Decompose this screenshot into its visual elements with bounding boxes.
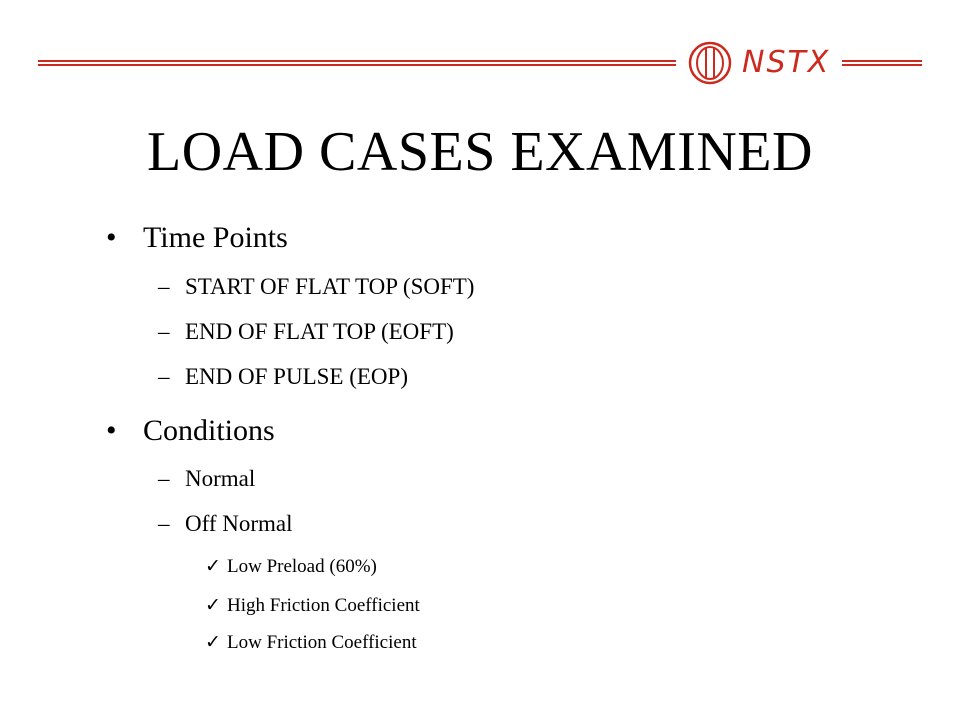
dash-marker: – [158, 511, 170, 536]
sub-list-item: High Friction Coefficient [227, 595, 420, 616]
list-item: Normal [185, 466, 256, 491]
dash-marker: – [158, 274, 170, 299]
nstx-logo [686, 40, 836, 86]
bullet-marker: • [106, 414, 117, 447]
logo-text: NSTX [742, 45, 831, 80]
nstx-emblem-icon [686, 40, 734, 86]
check-icon: ✓ [205, 632, 221, 653]
header-rule-left [38, 60, 676, 66]
sub-list-item: Low Friction Coefficient [227, 632, 417, 653]
list-item: END OF PULSE (EOP) [185, 364, 408, 389]
list-item: START OF FLAT TOP (SOFT) [185, 274, 475, 299]
section-heading-time-points: Time Points [143, 221, 288, 254]
check-icon: ✓ [205, 595, 221, 616]
dash-marker: – [158, 466, 170, 491]
check-icon: ✓ [205, 556, 221, 577]
bullet-marker: • [106, 221, 117, 254]
dash-marker: – [158, 319, 170, 344]
slide-title: LOAD CASES EXAMINED [147, 121, 813, 183]
section-heading-conditions: Conditions [143, 414, 275, 447]
list-item: END OF FLAT TOP (EOFT) [185, 319, 454, 344]
list-item: Off Normal [185, 511, 293, 536]
header-rule-right [842, 60, 922, 66]
dash-marker: – [158, 364, 170, 389]
sub-list-item: Low Preload (60%) [227, 556, 377, 577]
